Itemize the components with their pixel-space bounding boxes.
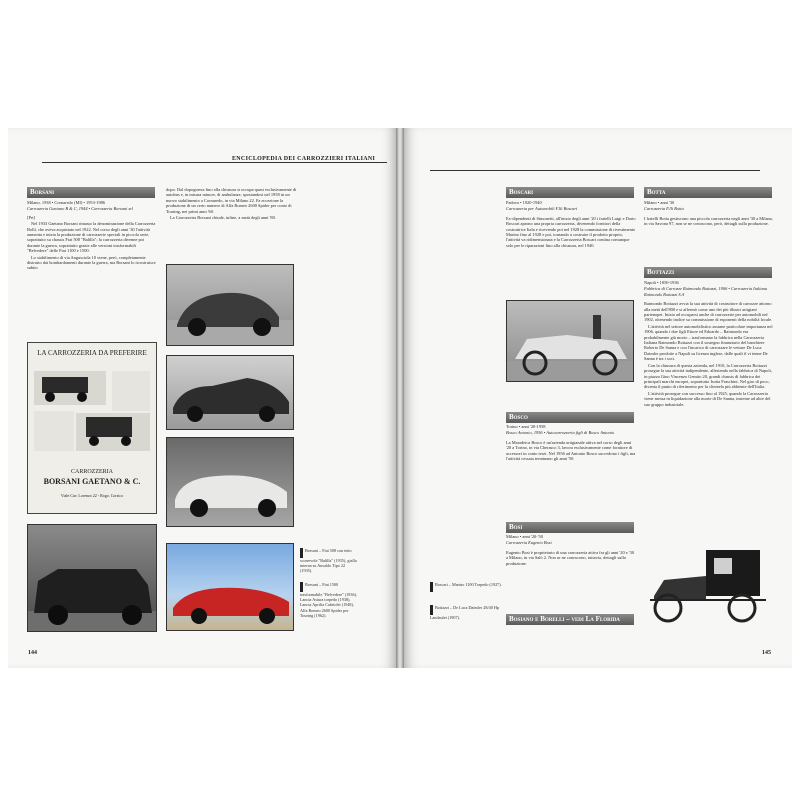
borsani-col2-0: dopo. Dal dopoguerra fino alla chiusura si occupa quasi esclusivamente di autobus e, in misura minore, di ambulanze, spostandosi nel 1958 in un nuovo stabilimento a Cornaredo, in via Milano 22. Fa eccezione la produzione di un certo numero di Alfa Romeo 2600 Spider per conto di Touring, nei primi anni '60.: [166, 187, 297, 214]
borsani-firm: Carrozzeria Gaetano B & C, 1944 • Carrozzeria Borsani srl: [27, 206, 134, 212]
car-silhouette: [28, 525, 157, 632]
ad-address: Viale Cav. Lorenzo 22 - Rogo. Corsico: [60, 493, 124, 498]
caption-marker: [430, 605, 433, 615]
photo-fiat-508-balilla: [166, 264, 294, 346]
page-number-left: 144: [28, 650, 37, 656]
entry-title-borsani: Borsani: [27, 187, 155, 198]
left-header-rule: [42, 162, 387, 163]
borsani-text-1: Nel 1933 Gaetano Borsani rimasto la denominazione della Carrozzeria Bolli, che aveva acquistato nel 1922. Nel corso degli anni '30 l'attività aumenta e inizia la produzione di carrozzerie speciali in piccola serie, soprattutto su chassis Fiat 508 "Balilla"; la carrozzeria divenne poi durante la guerra, soprattutto grazie alle versioni trasformabili "Belvedere" delle Fiat 1100 e 1500.: [27, 221, 156, 254]
car-silhouette: [167, 356, 294, 430]
caption-marker: [430, 582, 433, 592]
ad-name: BORSANI GAETANO & C.: [43, 477, 141, 486]
entry-title-bosiano-borelli: Bosiano e Borelli – vedi La Florida: [506, 614, 634, 625]
entry-title-botta: Botta: [644, 187, 772, 198]
boscari-entry-text: Padova • 1920-1940 Carrozzeria per Automobili F.lli Boscari Ex-dipendenti di Simonetti, all'inizio degli anni '20 i fratelli Luigi e Dario Boscari aprono una propria carrozzeria, divenendo fornitori della costruttrice Itala e ricevendo poi nel 1928 la commissione di rivestimento Marino fino al 1928 e poi, tornando a costruire il prodotto proprio, l'attività va ridimensionata e la Carrozzeria Boscari contina comunque solo per le riparazioni fino alla chiusura, nel 1940.: [506, 200, 636, 248]
entry-title-boscari: Boscari: [506, 187, 634, 198]
borsani-entry-text: [27, 200, 157, 272]
borsani-entry-text-col2: [166, 187, 298, 221]
bosco-entry-text: Torino • anni '20-1958 Bosco Antonio, 1956 • Autocarrozzeria figli di Bosco Antonio La Maradeica Bosco è un'azienda artigianale attiva nel corso degli anni '20 a Torino, in via Cherasco 3, lavora esclusivamente come fornitore di accessori in conto terzi. Nel 1956 ad Antonio Bosco succedono i figli, ma l'attività cessata terminano gli anni '50.: [506, 424, 636, 462]
car-silhouette: [167, 265, 294, 346]
borsani-place: Milano, 1938 • Cornaredo (MI) • 1953-1986: [27, 200, 106, 205]
car-silhouette: [167, 438, 294, 527]
photo-alfa-romeo-2600-spider: [166, 543, 294, 631]
ad-headline: LA CARROZZERIA DA PREFERIRE: [37, 349, 147, 357]
bottazzi-entry-text: Napoli • 1850-1936 Fabbrica di Carrozze Raimondo Bottazzi, 1906 • Carrozzeria Italiana Raimondo Bottazzi S.A Raimondo Bottazzi avvia la sua attività di costruttore di carrozze attorno alla metà dell'800 e si affermò come uno dei più illustri artigiani partenopei. Inizia ad occuparsi anche di carrozzerie per automobili nel 1902, ottenendo inoltre su commissione di esponenti della nobiltà locale. L'attività nel settore automobilistico assume particolare importanza nel 1906, quando i due figli Ettore ed Edoardo – Raimondo era probabilmente già morto – trasformano la fabbrica nella Carrozzeria Italiana Raimondo Bottazzi con il sostegno finanziario del banchiere Roberto De Sanna e con l'incarico di carrozzare le vetture De Luca Daimler prodotte a Napoli su licenza inglese, dalle quali il vi tenne De Sanna è tra i soci. Con la chiusura di questa azienda, nel 1910, la Carrozzeria Bottazzi prosegue la sua attività indipendente, allestendo nella fabbrica di Napoli, in piazza Gino Vincenzo Gemito 20, grandi chassis di fabbrica dei principali marchi europei, soprattutto Isotta Fraschini. Nel giro di poco, diventa il punto di riferimento per la clientela più abbiente dell'Italia. L'attività prosegue con successo fino al 1925, quando la Carrozzeria viene messa in liquidazione alla morte di De Sanna, insieme ad altre del suo gruppo industriale.: [644, 280, 773, 407]
entry-title-bosco: Bosco: [506, 412, 634, 423]
car-silhouette: [644, 536, 772, 632]
entry-title-bottazzi: Bottazzi: [644, 267, 772, 278]
photo-lancia-astura: [166, 355, 294, 430]
caption-bottazzi: Bottazzi – De Luca Daimler 28/40 Hp Landaulet (1907).: [430, 605, 499, 620]
illustration-de-luca-daimler-landaulet: [644, 536, 772, 632]
car-silhouette: [507, 301, 634, 382]
ad-company: CARROZZERIA: [71, 469, 113, 475]
ad-cars-illustration: [28, 361, 156, 461]
caption-marker: [300, 548, 303, 558]
photo-borsani-limousine: [27, 524, 157, 632]
borsani-col2-1: La Carrozzeria Borsani chiude, infine, a metà degli anni '80.: [170, 215, 276, 221]
borsani-text-0: [Prt]: [27, 214, 36, 220]
caption-boscari: Boscari – Marino 1100 Torpedo (1927).: [430, 582, 502, 592]
car-silhouette: [167, 544, 294, 631]
borsani-advertisement: [27, 342, 157, 514]
bosi-entry-text: Milano • anni '20-'30 Carrozzeria Eugenio Bosi Eugenio Bosi è proprietario di una carrozzeria attiva fra gli anni '20 e '30 a Milano, in via Salò 2. Non se ne conoscono, tuttavia, dettagli sulla produzione.: [506, 534, 635, 566]
running-header: ENCICLOPEDIA DEI CARROZZIERI ITALIANI: [232, 156, 376, 162]
caption-borsani-2: Borsani – Fiat 1500 trasformabile "Belvedere" (1936), Lancia Astura torpedo (1938), Lancia Aprilia Cabriolet (1948), Alfa Romeo 2600 Spider per Touring (1962).: [300, 582, 358, 618]
borsani-text-2: Lo stabilimento di via Angusciola 10 viene, però, completamente distrutto dai bombardamenti durante la guerra, ma Borsani lo ricostruisce subito: [27, 254, 156, 271]
entry-title-bosi: Bosi: [506, 522, 634, 533]
page-number-right: 145: [762, 650, 771, 656]
photo-lancia-aprilia-cabriolet: [166, 437, 294, 527]
botta-entry-text: Milano • anni '30 Carrozzeria F.lli Botta I fratelli Botta gestiscono una piccola carrozzeria negli anni '30 a Milano, in via Savona 97, non se ne conoscono, però, dettagli sulla produzione.: [644, 200, 774, 227]
right-header-rule: [430, 170, 760, 171]
photo-boscari-itala: [506, 300, 634, 382]
caption-borsani-1: Borsani – Fiat 508 con tetto scorrevole "Balilla" (1935), gialla interna su Ansaldo Tipo 22 (1935).: [300, 548, 357, 574]
caption-marker: [300, 582, 303, 592]
book-gutter: [396, 128, 404, 668]
